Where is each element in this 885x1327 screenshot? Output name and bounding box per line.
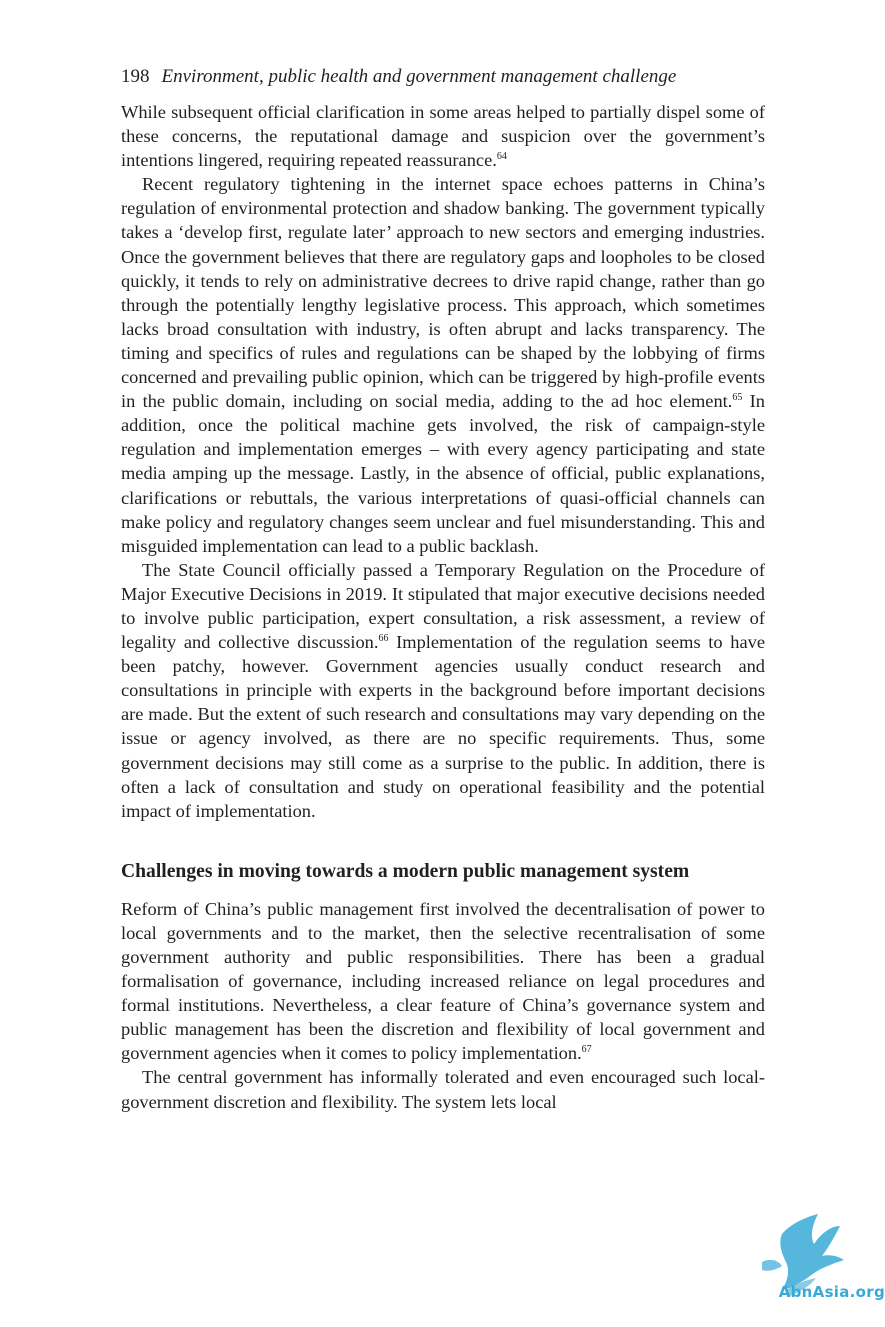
running-head [121,62,765,92]
running-title: Environment, public health and government management challenge [161,66,677,87]
footnote-ref-66: 66 [378,633,389,645]
book-page [121,62,765,1114]
footnote-ref-65: 65 [732,392,743,404]
page-number: 198 [121,66,150,87]
watermark-text: AbnAsia.org [778,1283,885,1301]
paragraph-3: The State Council officially passed a Temporary Regulation on the Procedure of Major Executive Decisions in 2019. It stipulated that major executive decisions needed to involve public participation, expert consultation, a risk assessment, a review of legality and collective discussion.$^{66}$ Implementation of the regulation seems to have been patchy, however. Government agencies usually conduct research and consultations in principle with experts in the background before important decisions are made. But the extent of such research and consultations may vary depending on the issue or agency involved, as there are no specific requirements. Thus, some government decisions may still come as a surprise to the public. In addition, there is often a lack of consultation and study on operational feasibility and the potential impact of implementation. [121,559,765,821]
paragraph-2: Recent regulatory tightening in the internet space echoes patterns in China’s regulation of environmental protection and shadow banking. The government typically takes a ‘develop first, regulate later’ approach to new sectors and emerging industries. Once the government believes that there are regulatory gaps and loopholes to be closed quickly, it tends to rely on administrative decrees to drive rapid change, rather than go through the potentially lengthy legislative process. This approach, which sometimes lacks broad consultation with industry, is often abrupt and lacks transparency. The timing and specifics of rules and regulations can be shaped by the lobbying of firms concerned and prevailing public opinion, which can be triggered by high-profile events in the public domain, including on social media, adding to the ad hoc element.$^{65}$ In addition, once the political machine gets involved, the risk of campaign-style regulation and implementation emerges – with every agency participating and state media amping up the message. Lastly, in the absence of official, public explanations, clarifications or rebuttals, the various interpretations of quasi-official channels can make policy and regulatory changes seem unclear and fuel misunderstanding. This and misguided implementation can lead to a public backlash. [121,174,765,556]
paragraph-1: While subsequent official clarification in some areas helped to partially dispel some of these concerns, the reputational damage and suspicion over the government’s intentions lingered, requiring repeated reassurance.$^{64}$ [121,102,765,171]
eagle-logo-icon [752,1214,885,1327]
section-heading: Challenges in moving towards a modern public management system [121,860,690,882]
footnote-ref-64: 64 [496,151,507,163]
section-paragraph-2: The central government has informally tolerated and even encouraged such local-government discretion and flexibility. The system lets local [121,1067,765,1112]
footnote-ref-67: 67 [581,1044,592,1056]
section-paragraph-1: Reform of China’s public management first involved the decentralisation of power to local governments and to the market, then the selective recentralisation of some government authority and public responsibilities. There has been a gradual formalisation of governance, including increased reliance on legal procedures and formal institutions. Nevertheless, a clear feature of China’s governance system and public management has been the discretion and flexibility of local government and government agencies when it comes to policy implementation.$^{67}$ [121,898,765,1064]
